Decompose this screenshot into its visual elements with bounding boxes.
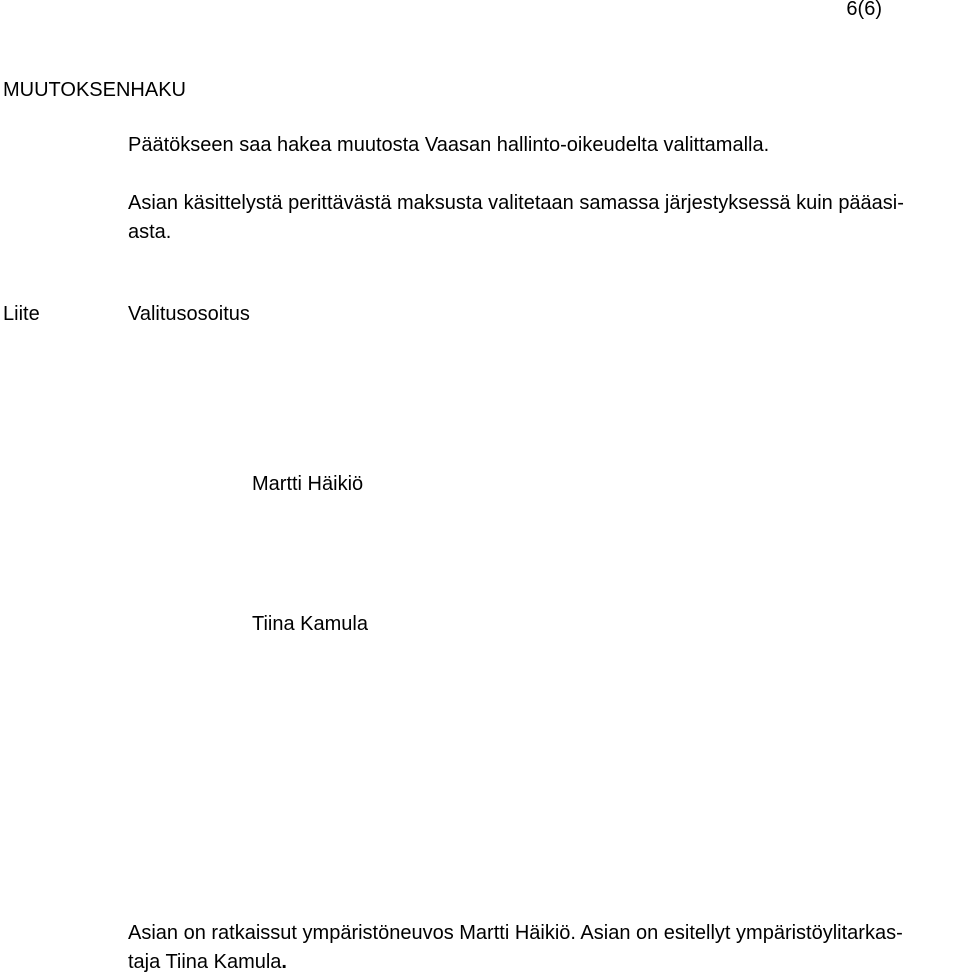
- footer-note-line-2-text: taja Tiina Kamula: [128, 951, 282, 973]
- footer-note: [128, 919, 958, 977]
- attachment-label: Liite: [3, 303, 40, 325]
- fee-paragraph-line-2: asta.: [128, 221, 172, 243]
- fee-paragraph: [128, 189, 956, 247]
- footer-note-line-2: [128, 948, 958, 977]
- signer-name-1: Martti Häikiö: [252, 473, 364, 495]
- section-heading: MUUTOKSENHAKU: [3, 79, 186, 101]
- attachment-name: Valitusosoitus: [128, 303, 250, 325]
- signer-name-2: Tiina Kamula: [252, 613, 368, 635]
- page-number: 6(6): [846, 0, 882, 20]
- footer-note-line-2-period: .: [281, 951, 287, 973]
- footer-note-line-1: Asian on ratkaissut ympäristöneuvos Martti Häikiö. Asian on esitellyt ympäristöylitarkas-: [128, 922, 903, 944]
- fee-paragraph-line-1: Asian käsittelystä perittävästä maksusta valitetaan samassa järjestyksessä kuin pääasi-: [128, 192, 904, 214]
- appeal-paragraph: Päätökseen saa hakea muutosta Vaasan hallinto-oikeudelta valittamalla.: [128, 134, 770, 156]
